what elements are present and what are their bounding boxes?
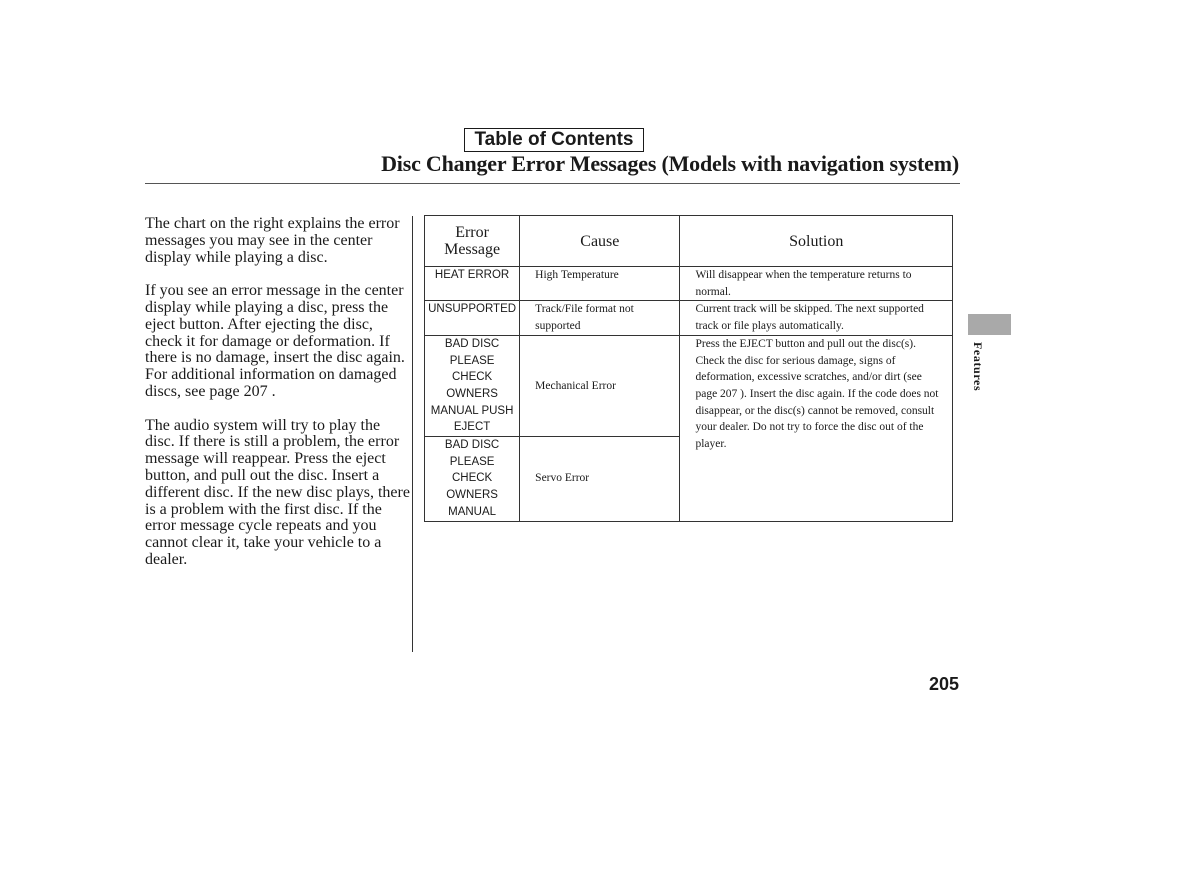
solution-cell: Press the EJECT button and pull out the disc(s). Check the disc for serious damage, signs of deformation, excessive scratches, and/or dirt (see page 207 ). Insert the disc again. If the code does not disappear, or the disc(s) cannot be removed, consult your dealer. Do not try to force the disc out of the player. xyxy=(680,335,953,521)
header-cause: Cause xyxy=(520,216,680,267)
page-number: 205 xyxy=(929,674,960,694)
intro-paragraph: If you see an error message in the center display while playing a disc, press the eject button. After ejecting the disc, check it for damage or deformation. If there is no damage, insert the disc again. xyxy=(145,282,405,367)
header-solution: Solution xyxy=(680,216,953,267)
intro-paragraph: The audio system will try to play the disc. If there is still a problem, the error message will reappear. Press the eject button, and pull out the disc. Insert a different disc. If the new disc plays, there is a problem with the first disc. If the error message cycle repeats and you cannot clear it, take your vehicle to a dealer. xyxy=(145,416,410,568)
intro-text xyxy=(145,216,410,586)
intro-paragraph: The chart on the right explains the error messages you may see in the center display while playing a disc. xyxy=(145,215,400,266)
cause-cell: Track/File format not supported xyxy=(520,301,680,335)
cause-cell: Servo Error xyxy=(520,437,680,522)
section-label: Features xyxy=(971,342,985,392)
error-message-cell: UNSUPPORTED xyxy=(425,301,520,335)
column-divider xyxy=(412,216,413,652)
section-tab-marker xyxy=(968,314,1011,335)
error-message-cell: HEAT ERROR xyxy=(425,267,520,301)
solution-cell: Current track will be skipped. The next supported track or file plays automatically. xyxy=(680,301,953,335)
error-message-cell: BAD DISC PLEASE CHECK OWNERS MANUAL xyxy=(425,437,520,522)
table-of-contents-link[interactable]: Table of Contents xyxy=(464,128,644,152)
solution-cell: Will disappear when the temperature returns to normal. xyxy=(680,267,953,301)
cause-cell: Mechanical Error xyxy=(520,335,680,436)
cause-cell: High Temperature xyxy=(520,267,680,301)
title-divider xyxy=(145,183,960,184)
error-message-cell: BAD DISC PLEASE CHECK OWNERS MANUAL PUSH EJECT xyxy=(425,335,520,436)
table-row xyxy=(425,267,953,301)
table-header-row xyxy=(425,216,953,267)
error-message-table xyxy=(424,215,953,522)
intro-paragraph: For additional information on damaged discs, see page 207 . xyxy=(145,366,397,400)
table-row xyxy=(425,301,953,335)
table-row xyxy=(425,335,953,436)
page-title: Disc Changer Error Messages (Models with navigation system) xyxy=(381,151,959,176)
header-error-message: Error Message xyxy=(425,216,520,267)
